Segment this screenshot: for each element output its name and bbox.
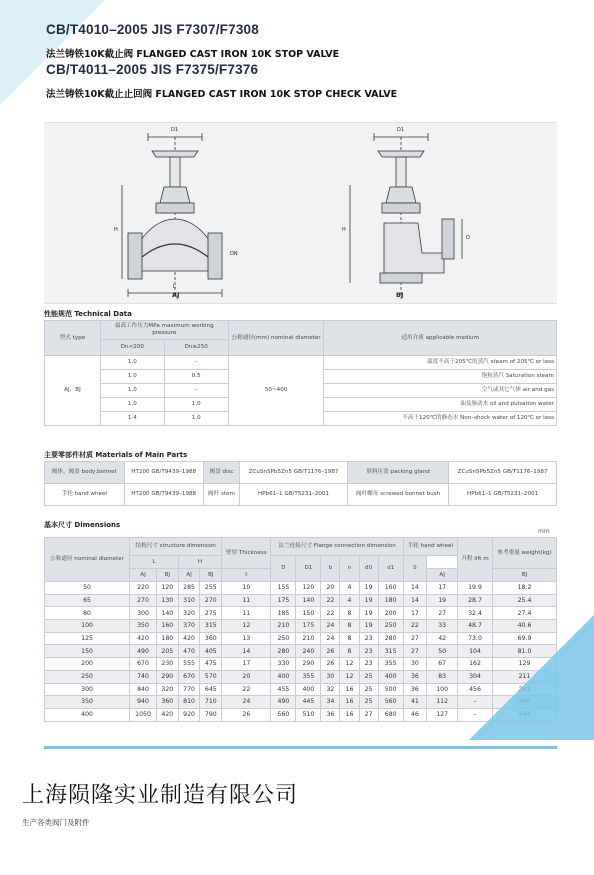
table-cell: 456 [458, 683, 493, 696]
table-cell: 300 [45, 683, 130, 696]
table-cell: 11 [222, 607, 271, 620]
table-cell: 180 [378, 594, 403, 607]
table-cell: 211 [493, 670, 557, 683]
th-sub: S [403, 556, 427, 582]
table-cell: 14 [222, 645, 271, 658]
table-cell: 19 [359, 594, 378, 607]
table-cell: 220 [130, 582, 157, 595]
table-cell: 8 [340, 607, 359, 620]
table-cell: 27 [359, 708, 378, 721]
table-cell: 315 [378, 645, 403, 658]
table-cell: 69.9 [493, 632, 557, 645]
dimensions-heading: 基本尺寸 Dimensions [44, 521, 121, 529]
cell-pressure-a: 1.0 [100, 398, 164, 412]
mat-value: HT200 GB/T9439–1988 [124, 484, 203, 506]
mat-value: HPb61–1 GB/T5231–2001 [449, 484, 557, 506]
table-cell: 127 [427, 708, 458, 721]
table-cell: 50 [45, 582, 130, 595]
table-cell: – [458, 696, 493, 709]
table-cell: 544 [493, 708, 557, 721]
th-medium: 适用介质 applicable medium [324, 321, 557, 356]
mat-value: ZCuSn5Pb5Zn5 GB/T1176–1987 [240, 462, 348, 484]
table-cell: 11 [222, 594, 271, 607]
table-cell: 19 [427, 594, 458, 607]
table-cell: 100 [45, 620, 130, 633]
table-cell: 560 [271, 708, 296, 721]
table-cell: 162 [458, 658, 493, 671]
th-sub: AJ [130, 569, 157, 582]
table-cell: 670 [130, 658, 157, 671]
table-cell: 250 [378, 620, 403, 633]
th-handwheel: 手轮 hand wheel [403, 538, 457, 556]
table-cell: 4 [340, 594, 359, 607]
table-cell: 112 [427, 696, 458, 709]
table-cell: 125 [45, 632, 130, 645]
th-pressure-b: Dn≥250 [164, 340, 228, 356]
table-cell: 185 [271, 607, 296, 620]
table-cell: 27 [403, 645, 427, 658]
table-cell: 510 [296, 708, 321, 721]
table-cell: 10 [222, 582, 271, 595]
table-cell: 27 [403, 632, 427, 645]
table-cell: 240 [296, 645, 321, 658]
th-sub: AJ [427, 569, 458, 582]
table-cell: 290 [156, 670, 178, 683]
th-sub: d1 [378, 556, 403, 582]
table-cell: 17 [222, 658, 271, 671]
table-cell: 155 [271, 582, 296, 595]
table-cell: 230 [156, 658, 178, 671]
table-cell: 33 [427, 620, 458, 633]
table-cell: 475 [200, 658, 222, 671]
table-cell: 25 [359, 683, 378, 696]
table-cell: 810 [178, 696, 200, 709]
mat-value: HT200 GB/T9439–1988 [124, 462, 203, 484]
th-sub: d0 [359, 556, 378, 582]
table-cell: 290 [296, 658, 321, 671]
valve-drawing-svg [44, 123, 557, 303]
cell-pressure-b: – [164, 384, 228, 398]
th-lift: 升程 lift m [458, 538, 493, 582]
table-cell: 710 [200, 696, 222, 709]
table-cell: 330 [271, 658, 296, 671]
table-cell: 4 [340, 582, 359, 595]
table-cell: 420 [178, 632, 200, 645]
table-cell: 8 [340, 632, 359, 645]
table-cell: 120 [296, 582, 321, 595]
dim-label-h-aj: H [114, 227, 118, 233]
table-cell: 28.7 [458, 594, 493, 607]
table-cell: 20 [321, 582, 340, 595]
bj-valve-drawing [350, 133, 462, 295]
aj-valve-drawing [122, 133, 222, 297]
table-cell: 19 [359, 582, 378, 595]
table-cell: 50 [427, 645, 458, 658]
table-cell: 304 [458, 670, 493, 683]
table-cell: 40.6 [493, 620, 557, 633]
dim-label-d-bj: D [466, 235, 470, 241]
mat-part: 阀杆 stem [203, 484, 239, 506]
table-cell: 25 [359, 696, 378, 709]
th-thickness: 壁厚 Thickness [222, 538, 271, 569]
table-cell: 160 [156, 620, 178, 633]
table-cell: 560 [378, 696, 403, 709]
dim-label-dn-aj: DN [230, 251, 238, 257]
table-cell: 46 [403, 708, 427, 721]
standard-title-check-valve: CB/T4011–2005 JIS F7375/F7376 [46, 62, 259, 77]
table-cell: 36 [321, 708, 340, 721]
table-cell: 420 [130, 632, 157, 645]
table-cell: – [458, 708, 493, 721]
table-cell: 445 [296, 696, 321, 709]
table-cell: 129 [493, 658, 557, 671]
table-cell: 355 [296, 670, 321, 683]
th-flange: 法兰连接尺寸 Flange connection dimension [271, 538, 403, 556]
table-cell: 210 [296, 632, 321, 645]
tech-data-heading: 性能规范 Technical Data [44, 310, 132, 318]
materials-heading: 主要零部件材质 Materials of Main Parts [44, 451, 188, 459]
company-tagline: 生产各类阀门及附件 [22, 818, 90, 827]
table-cell: 26 [222, 708, 271, 721]
table-cell: 24 [321, 632, 340, 645]
table-cell: 150 [45, 645, 130, 658]
cell-pressure-b: 1.0 [164, 398, 228, 412]
table-cell: 200 [45, 658, 130, 671]
cell-diameter: 50~400 [228, 356, 324, 426]
table-cell: 200 [378, 607, 403, 620]
table-cell: 16 [340, 683, 359, 696]
table-cell: 940 [130, 696, 157, 709]
table-cell: 16 [340, 708, 359, 721]
table-cell: 350 [45, 696, 130, 709]
table-cell: 80 [45, 607, 130, 620]
table-cell: 285 [178, 582, 200, 595]
table-cell: 8 [340, 620, 359, 633]
table-cell: 27 [427, 607, 458, 620]
cell-pressure-a: 1.0 [100, 370, 164, 384]
th-sub: b [321, 556, 340, 582]
table-cell: 24 [222, 696, 271, 709]
decorative-corner-bottom [469, 615, 594, 740]
table-cell: 19.9 [458, 582, 493, 595]
table-cell: 255 [200, 582, 222, 595]
table-cell: 405 [200, 645, 222, 658]
table-cell: 400 [45, 708, 130, 721]
table-cell: 300 [130, 607, 157, 620]
table-cell: 8 [340, 645, 359, 658]
table-cell: 180 [156, 632, 178, 645]
table-cell: 315 [200, 620, 222, 633]
standard-title-stop-valve: CB/T4010–2005 JIS F7307/F7308 [46, 22, 259, 37]
cell-medium: 不高于120℃的静态水 Non–shock water of 120℃ or less [324, 412, 557, 426]
th-sub: AJ [178, 569, 200, 582]
table-cell: 23 [359, 632, 378, 645]
table-cell: 490 [271, 696, 296, 709]
table-cell: 22 [222, 683, 271, 696]
th-type: 型式 type [45, 321, 101, 356]
table-cell: 386 [493, 696, 557, 709]
table-cell: 83 [427, 670, 458, 683]
table-cell: 42 [427, 632, 458, 645]
table-cell: 17 [427, 582, 458, 595]
table-cell: 400 [378, 670, 403, 683]
table-cell: 275 [200, 607, 222, 620]
table-cell: 23 [359, 658, 378, 671]
th-pressure-a: Dn<200 [100, 340, 164, 356]
mat-part: 填料压盖 packing gland [347, 462, 448, 484]
th-sub: n [340, 556, 359, 582]
accent-rule [44, 746, 557, 749]
table-cell: 420 [156, 708, 178, 721]
table-cell: 24 [321, 620, 340, 633]
table-row [45, 582, 557, 595]
cell-pressure-b: 1.0 [164, 412, 228, 426]
figure-label-bj: BJ [396, 291, 404, 299]
table-cell: 280 [271, 645, 296, 658]
table-cell: 100 [427, 683, 458, 696]
table-cell: 293 [493, 683, 557, 696]
figure-label-aj: AJ [172, 291, 180, 299]
th-structure: 结构尺寸 structure dimension [130, 538, 222, 556]
table-cell: 34 [321, 696, 340, 709]
table-cell: 555 [178, 658, 200, 671]
table-cell: 12 [222, 620, 271, 633]
table-cell: 175 [271, 594, 296, 607]
table-cell: 160 [378, 582, 403, 595]
cell-pressure-a: 1.4 [100, 412, 164, 426]
unit-label: mm [538, 528, 550, 535]
table-cell: 670 [178, 670, 200, 683]
dim-label-d1-bj: D1 [397, 127, 405, 133]
mat-part: 阀杆螺母 screwed bonnet bush [347, 484, 448, 506]
table-cell: 500 [378, 683, 403, 696]
table-cell: 23 [359, 645, 378, 658]
table-cell: 400 [296, 683, 321, 696]
table-cell: 30 [321, 670, 340, 683]
table-cell: 1050 [130, 708, 157, 721]
table-cell: 130 [156, 594, 178, 607]
dim-label-h-bj: H [342, 227, 346, 233]
cell-medium: 空气或其它气体 air and gas [324, 384, 557, 398]
table-cell: 27.4 [493, 607, 557, 620]
th-sub: BJ [200, 569, 222, 582]
th-sub: D1 [296, 556, 321, 582]
valve-drawings [44, 122, 557, 304]
table-cell: 320 [156, 683, 178, 696]
table-cell: 140 [296, 594, 321, 607]
table-cell: 22 [321, 607, 340, 620]
table-cell: 104 [458, 645, 493, 658]
table-cell: 680 [378, 708, 403, 721]
table-cell: 740 [130, 670, 157, 683]
table-cell: 73.0 [458, 632, 493, 645]
table-cell: 32 [321, 683, 340, 696]
mat-value: ZCuSn5Pb5Zn5 GB/T1176–1987 [449, 462, 557, 484]
table-cell: 36 [403, 670, 427, 683]
table-cell: 22 [321, 594, 340, 607]
table-cell: 81.0 [493, 645, 557, 658]
dim-label-l-aj: L [173, 284, 176, 290]
th-h: H [178, 556, 222, 569]
table-cell: 14 [403, 582, 427, 595]
table-cell: 18.2 [493, 582, 557, 595]
table-cell: 360 [156, 696, 178, 709]
mat-value: HPb61–1 GB/T5231–2001 [240, 484, 348, 506]
table-cell: 25.4 [493, 594, 557, 607]
th-sub: D [271, 556, 296, 582]
tech-data-table [44, 320, 557, 426]
table-cell: 25 [359, 670, 378, 683]
th-l: L [130, 556, 179, 569]
table-cell: 32.4 [458, 607, 493, 620]
table-cell: 19 [359, 607, 378, 620]
table-cell: 470 [178, 645, 200, 658]
table-cell: 320 [178, 607, 200, 620]
company-name: 上海陨隆实业制造有限公司 [22, 783, 299, 808]
th-sub: BJ [156, 569, 178, 582]
table-cell: 355 [378, 658, 403, 671]
table-cell: 490 [130, 645, 157, 658]
materials-table [44, 461, 557, 506]
table-cell: 570 [200, 670, 222, 683]
table-cell: 210 [271, 620, 296, 633]
table-cell: 920 [178, 708, 200, 721]
mat-part: 阀体、阀盖 body,bonnet [45, 462, 125, 484]
table-cell: 30 [403, 658, 427, 671]
table-row [45, 594, 557, 607]
table-cell: 150 [296, 607, 321, 620]
table-cell: 120 [156, 582, 178, 595]
table-cell: 41 [403, 696, 427, 709]
th-weight: 参考重量 weight(kg) [493, 538, 557, 569]
table-cell: 645 [200, 683, 222, 696]
product-title-stop-valve: 法兰铸铁10K截止阀 FLANGED CAST IRON 10K STOP VALVE [46, 49, 340, 60]
cell-medium: 饱和蒸汽 Saturation steam [324, 370, 557, 384]
table-cell: 770 [178, 683, 200, 696]
mat-part: 阀盘 disc [203, 462, 239, 484]
cell-pressure-b: – [164, 356, 228, 370]
table-cell: 175 [296, 620, 321, 633]
table-cell: 250 [271, 632, 296, 645]
table-cell: 48.7 [458, 620, 493, 633]
table-cell: 360 [200, 632, 222, 645]
table-cell: 310 [178, 594, 200, 607]
th-nominal: 公称通径 nominal diameter [45, 538, 130, 582]
cell-pressure-b: 0.5 [164, 370, 228, 384]
table-cell: 12 [340, 670, 359, 683]
mat-part: 手轮 hand wheel [45, 484, 125, 506]
cell-type: AJ、BJ [45, 356, 101, 426]
table-cell: 790 [200, 708, 222, 721]
table-cell: 16 [340, 696, 359, 709]
table-cell: 13 [222, 632, 271, 645]
table-cell: 350 [130, 620, 157, 633]
table-cell: 840 [130, 683, 157, 696]
table-cell: 17 [403, 607, 427, 620]
cell-pressure-a: 1.0 [100, 384, 164, 398]
table-cell: 280 [378, 632, 403, 645]
table-cell: 14 [403, 594, 427, 607]
table-cell: 26 [321, 645, 340, 658]
table-cell: 22 [403, 620, 427, 633]
table-cell: 67 [427, 658, 458, 671]
table-cell: 455 [271, 683, 296, 696]
cell-pressure-a: 1.0 [100, 356, 164, 370]
table-cell: 250 [45, 670, 130, 683]
table-cell: 140 [156, 607, 178, 620]
table-cell: 270 [130, 594, 157, 607]
cell-medium: 油及脉动水 oil and pulsation water [324, 398, 557, 412]
table-cell: 12 [340, 658, 359, 671]
table-cell: 19 [359, 620, 378, 633]
table-cell: 36 [403, 683, 427, 696]
product-title-check-valve: 法兰铸铁10K截止止回阀 FLANGED CAST IRON 10K STOP CHECK VALVE [46, 89, 398, 100]
th-pressure: 最高工作压力MPa maximum working pressure [100, 321, 228, 340]
table-cell: 65 [45, 594, 130, 607]
table-cell: 400 [271, 670, 296, 683]
table-cell: 370 [178, 620, 200, 633]
cell-medium: 温度不高于205℃的蒸汽 steam of 205℃ or less [324, 356, 557, 370]
table-cell: 205 [156, 645, 178, 658]
th-diameter: 公称通径(mm) nominal diameter [228, 321, 324, 356]
table-cell: 26 [321, 658, 340, 671]
table-cell: 270 [200, 594, 222, 607]
th-sub: t [222, 569, 271, 582]
dim-label-d1-aj: D1 [171, 127, 179, 133]
th-sub: BJ [493, 569, 557, 582]
table-cell: 20 [222, 670, 271, 683]
